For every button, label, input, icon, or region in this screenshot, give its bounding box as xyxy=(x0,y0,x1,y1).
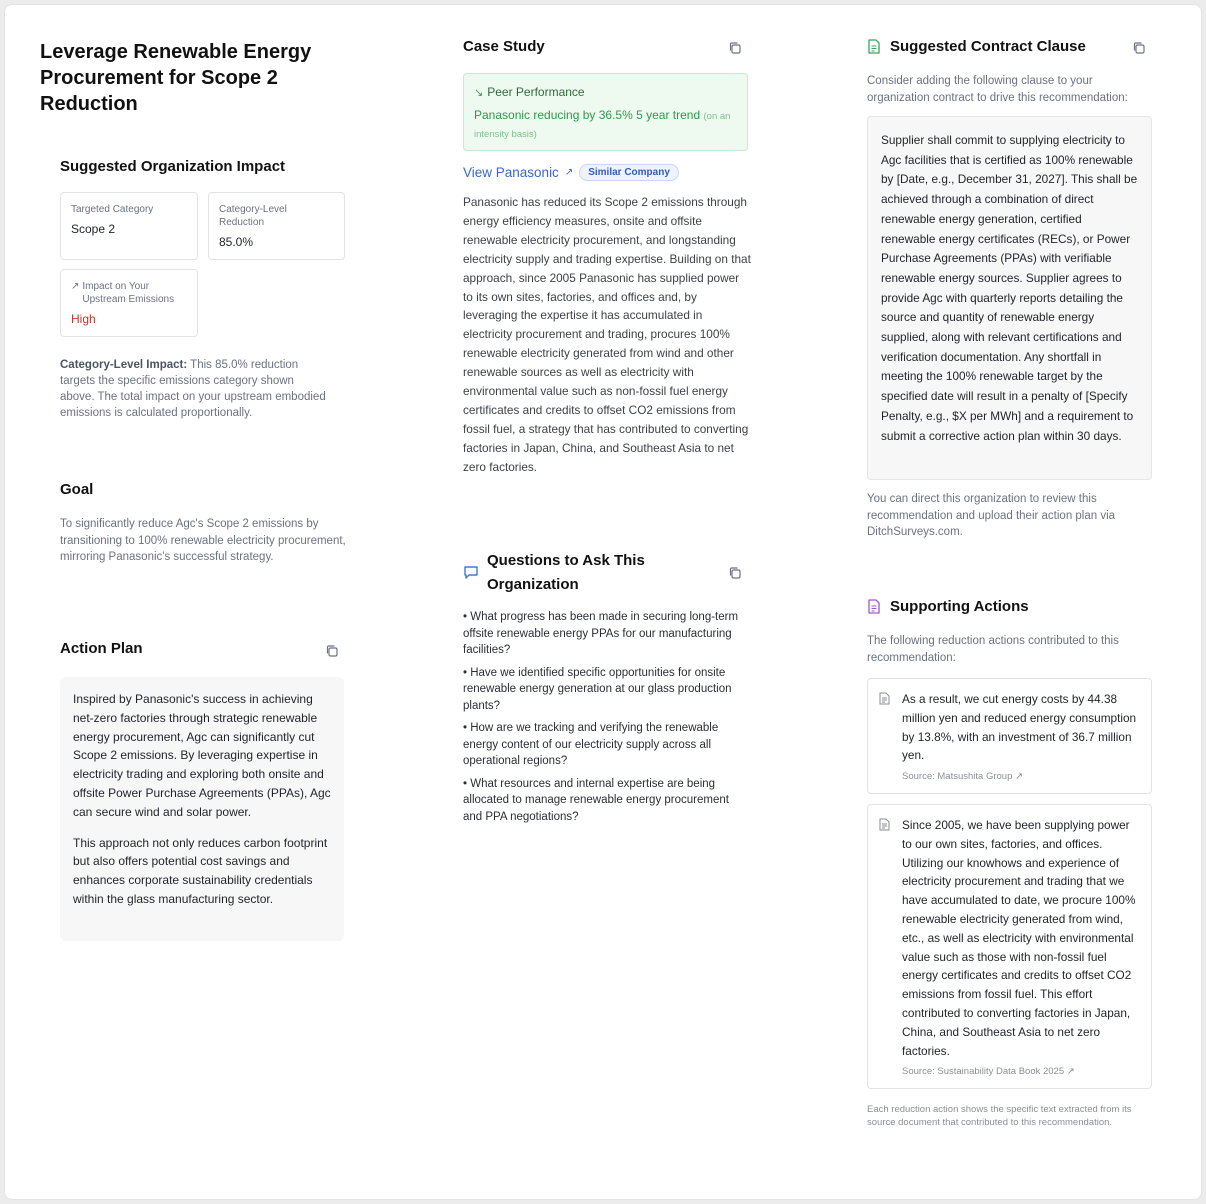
contract-clause-header xyxy=(867,38,1086,55)
impact-title: Suggested Organization Impact xyxy=(60,158,286,175)
recommendation-panel xyxy=(4,4,1202,1200)
action-plan-title: Action Plan xyxy=(60,640,143,657)
action-plan-paragraph-1: Inspired by Panasonic's success in achieving net-zero factories through strategic renewable energy procurement, Agc can significantly cut Scope 2 emissions. By leveraging expertise in electricity trading and exploring both onsite and offsite Power Purchase Agreements (PPAs), Agc can secure wind and solar power. xyxy=(73,692,331,819)
supporting-action-text: Since 2005, we have been supplying power to our own sites, factories, and offices. Utilizing our knowhows and experience of electricity procurement and trading that we have accumulated to date, we procure 100% renewable electricity generated from wind, etc., as well as electricity with environmental value such as those with non-fossil fuel energy certificates and credits to offset CO2 emissions from fossil fuel. This effort contributed to converting factories in Japan, China, and Southeast Asia to net zero factories. xyxy=(902,818,1136,1058)
peer-performance-text: Panasonic reducing by 36.5% 5 year trend xyxy=(474,108,701,122)
trend-down-icon: ↘ xyxy=(474,87,484,99)
copy-contract-button[interactable] xyxy=(1132,41,1146,55)
questions-list xyxy=(463,609,748,831)
upstream-impact-card xyxy=(60,269,198,337)
document-icon xyxy=(867,599,881,614)
trend-icon: ↗ xyxy=(71,281,80,292)
supporting-action-source[interactable] xyxy=(902,1066,1141,1077)
page-title: Leverage Renewable Energy Procurement for Scope 2 Reduction xyxy=(40,41,312,115)
copy-case-study-button[interactable] xyxy=(728,41,742,55)
peer-performance-qualifier: (on an intensity basis) xyxy=(474,111,731,140)
targeted-category-card xyxy=(60,192,198,260)
contract-clause-title: Suggested Contract Clause xyxy=(890,38,1086,55)
copy-action-plan-button[interactable] xyxy=(325,644,339,658)
goal-text: To significantly reduce Agc's Scope 2 emissions by transitioning to 100% renewable electricity procurement, mirroring Panasonic's successful strategy. xyxy=(60,518,346,563)
goal-title: Goal xyxy=(60,481,94,498)
copy-icon xyxy=(728,41,742,55)
supporting-actions-title: Supporting Actions xyxy=(890,598,1029,615)
copy-questions-button[interactable] xyxy=(728,566,742,580)
supporting-action-source[interactable] xyxy=(902,771,1141,782)
question-item: • Have we identified specific opportunities for onsite renewable energy generation at our glass production plants? xyxy=(463,666,732,712)
reduction-label: Category-Level Reduction xyxy=(219,204,287,228)
chat-icon xyxy=(463,564,479,585)
reduction-value: 85.0% xyxy=(219,235,254,249)
supporting-action-text: As a result, we cut energy costs by 44.38 million yen and reduced energy consumption by 13.8%, with an investment of 36.7 million yen. xyxy=(902,692,1137,763)
question-item: • What progress has been made in securing long-term offsite renewable energy PPAs for our manufacturing facilities? xyxy=(463,611,739,656)
action-plan-paragraph-2: This approach not only reduces carbon footprint but also offers potential cost savings and enhances corporate sustainability credentials within the glass manufacturing sector. xyxy=(73,835,328,906)
contract-clause-box: Supplier shall commit to supplying electricity to Agc facilities that is certified as 100% renewable by [Date, e.g., December 31, 2027]. This shall be achieved through a combination of direct renewable energy generation, certified renewable energy certificates (RECs), or Power Purchase Agreements (PPAs) with verifiable renewable energy sources. Supplier agrees to provide Agc with quarterly reports detailing the source and quantity of renewable energy supplied, along with relevant certifications and verification documentation. Any shortfall in meeting the 100% renewable target by the specified date will result in a penalty of [Specify Penalty, e.g., $X per MWh] and a requirement to submit a corrective action plan within 30 days. xyxy=(867,116,1152,480)
document-icon xyxy=(867,39,881,54)
similar-company-badge: Similar Company xyxy=(579,164,679,181)
question-item: • How are we tracking and verifying the renewable energy content of our electricity supply across all operational regions? xyxy=(463,722,719,767)
action-plan-box xyxy=(60,677,344,941)
contract-footer: You can direct this organization to review this recommendation and upload their action plan via DitchSurveys.com. xyxy=(867,493,1116,538)
external-link-icon[interactable]: ↗ xyxy=(1015,771,1023,783)
source-label[interactable]: Source: Sustainability Data Book 2025 xyxy=(902,1066,1065,1078)
source-label[interactable]: Source: Matsushita Group xyxy=(902,771,1013,783)
impact-note xyxy=(60,357,330,421)
peer-performance-label: Peer Performance xyxy=(487,85,585,99)
impact-note-bold: Category-Level Impact: xyxy=(60,359,188,371)
supporting-actions-intro: The following reduction actions contributed to this recommendation: xyxy=(867,635,1119,664)
reduction-card xyxy=(208,192,345,260)
targeted-category-value: Scope 2 xyxy=(71,222,116,236)
impact-note-text: This 85.0% reduction targets the specific emissions category shown above. The total impact on your upstream embodied emissions is calculated proportionally. xyxy=(60,359,326,419)
supporting-action-card xyxy=(867,804,1152,1089)
copy-icon xyxy=(728,566,742,580)
view-panasonic-link[interactable]: View Panasonic xyxy=(463,165,559,180)
contract-intro: Consider adding the following clause to your organization contract to drive this recommendation: xyxy=(867,75,1128,104)
question-item: • What resources and internal expertise are being allocated to manage renewable energy procurement and PPA negotiations? xyxy=(463,777,729,823)
upstream-value: High xyxy=(71,312,96,326)
upstream-label: Impact on Your Upstream Emissions xyxy=(82,281,175,305)
view-company-row xyxy=(463,164,763,181)
copy-icon xyxy=(325,644,339,658)
external-link-icon[interactable]: ↗ xyxy=(564,167,574,178)
targeted-category-label: Targeted Category xyxy=(71,204,154,215)
supporting-action-card xyxy=(867,678,1152,794)
external-link-icon[interactable]: ↗ xyxy=(1066,1066,1075,1078)
supporting-actions-note: Each reduction action shows the specific text extracted from its source document that contributed to this recommendation. xyxy=(867,1104,1132,1128)
case-study-title: Case Study xyxy=(463,38,545,55)
peer-performance-box xyxy=(463,73,748,151)
copy-icon xyxy=(1132,41,1146,55)
questions-title: Questions to Ask This Organization xyxy=(487,552,645,593)
document-icon xyxy=(879,692,890,705)
peer-performance-header xyxy=(474,85,737,99)
upstream-label-row xyxy=(71,280,187,306)
case-study-text: Panasonic has reduced its Scope 2 emissions through energy efficiency measures, onsite and offsite renewable electricity procurement, and longstanding electricity supply and trading expertise. Building on that approach, since 2005 Panasonic has supplied power to its own sites, factories, and offices and, by leveraging the expertise it has accumulated in electricity procurement and trading, procures 100% renewable electricity generated from wind and other renewable sources as well as electricity with environmental value such as non-fossil fuel energy certificates and credits to offset CO2 emissions from fossil fuel, a strategy that has contributed to converting factories in Japan, China, and Southeast Asia to net zero factories. xyxy=(463,195,751,474)
supporting-actions-header xyxy=(867,598,1029,615)
document-icon xyxy=(879,818,890,831)
peer-performance-body xyxy=(474,107,737,143)
